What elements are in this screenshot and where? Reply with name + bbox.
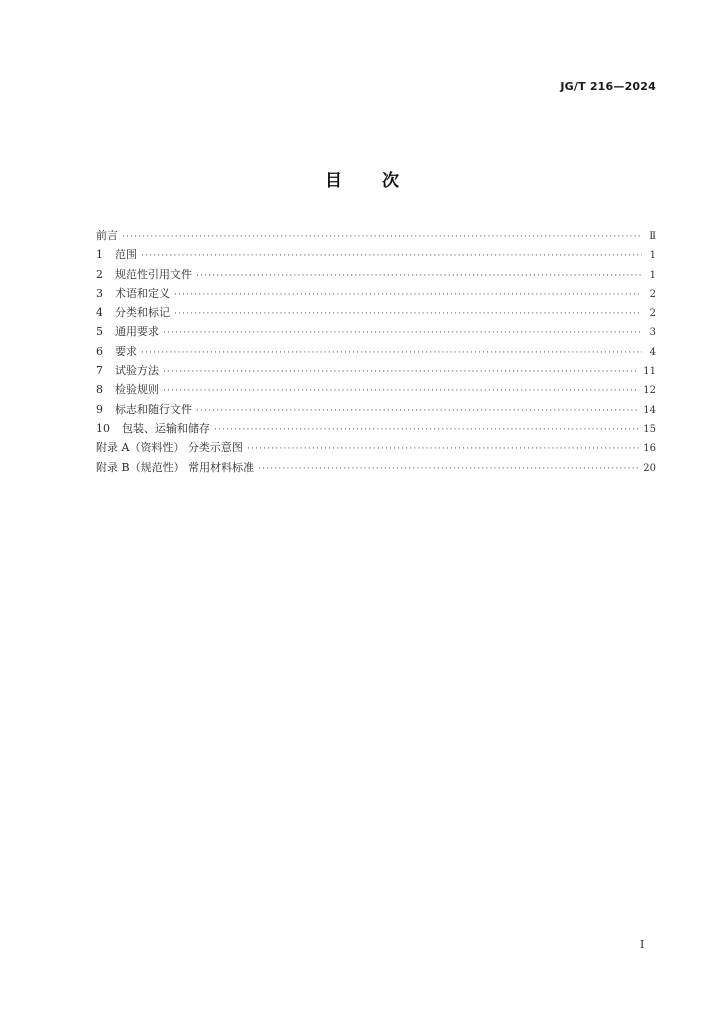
toc-entry-label: 附录 A（资料性） 分类示意图	[96, 441, 243, 455]
toc-leader-dots	[214, 421, 639, 440]
page-number: Ⅰ	[640, 938, 645, 951]
toc-entry-requirements[interactable]	[96, 342, 656, 361]
toc-entry-normative-references[interactable]	[96, 265, 656, 284]
toc-entry-label: 通用要求	[115, 325, 159, 339]
table-of-contents	[96, 226, 656, 477]
toc-entry-label: 附录 B（规范性） 常用材料标准	[96, 460, 255, 474]
toc-entry-annex-a[interactable]	[96, 438, 656, 457]
toc-entry-number: 6	[96, 344, 103, 358]
toc-entry-number: 5	[96, 325, 103, 339]
toc-entry-number: 9	[96, 402, 103, 416]
toc-entry-marking-documents[interactable]	[96, 400, 656, 419]
toc-entry-number: 7	[96, 364, 103, 378]
toc-entry-page: 20	[643, 462, 656, 474]
toc-entry-page: 16	[643, 443, 656, 455]
toc-entry-label: 要求	[115, 344, 137, 358]
toc-entry-page: 1	[649, 269, 656, 281]
toc-entry-number: 3	[96, 286, 103, 300]
toc-entry-number: 4	[96, 306, 103, 320]
toc-entry-number: 8	[96, 383, 103, 397]
title-char-1: 目	[325, 171, 342, 191]
toc-leader-dots	[196, 402, 639, 421]
title-char-2: 次	[382, 171, 399, 191]
toc-entry-annex-b[interactable]	[96, 458, 656, 477]
toc-entry-label: 规范性引用文件	[115, 267, 192, 281]
toc-leader-dots	[163, 363, 639, 382]
toc-entry-number: 10	[96, 421, 110, 435]
toc-leader-dots	[122, 228, 642, 247]
toc-entry-page: 4	[649, 346, 656, 358]
toc-entry-foreword[interactable]	[96, 226, 656, 245]
toc-entry-page: 12	[643, 385, 656, 397]
toc-entry-label: 范围	[115, 248, 137, 262]
toc-entry-test-methods[interactable]	[96, 361, 656, 380]
toc-leader-dots	[141, 247, 642, 266]
toc-entry-number: 2	[96, 267, 103, 281]
toc-entry-label: 包装、运输和储存	[122, 421, 210, 435]
toc-entry-inspection-rules[interactable]	[96, 380, 656, 399]
toc-leader-dots	[258, 460, 639, 479]
toc-entry-label: 试验方法	[115, 364, 159, 378]
toc-leader-dots	[163, 382, 639, 401]
toc-entry-terms-definitions[interactable]	[96, 284, 656, 303]
toc-entry-general-requirements[interactable]	[96, 322, 656, 341]
standard-code: JG/T 216—2024	[560, 80, 656, 93]
toc-entry-label: 标志和随行文件	[115, 402, 192, 416]
toc-entry-page: 2	[649, 288, 656, 300]
toc-leader-dots	[163, 324, 642, 343]
toc-entry-page: 14	[643, 404, 656, 416]
toc-leader-dots	[196, 267, 642, 286]
toc-leader-dots	[247, 440, 639, 459]
toc-leader-dots	[174, 305, 642, 324]
toc-entry-page: 15	[643, 423, 656, 435]
toc-entry-classification-marking[interactable]	[96, 303, 656, 322]
toc-entry-number: 1	[96, 248, 103, 262]
toc-leader-dots	[141, 344, 642, 363]
page-title	[0, 166, 724, 191]
toc-entry-scope[interactable]	[96, 245, 656, 264]
toc-entry-page: 11	[643, 366, 656, 378]
toc-entry-page: Ⅱ	[649, 231, 656, 242]
toc-entry-label: 术语和定义	[115, 286, 170, 300]
toc-entry-page: 2	[649, 308, 656, 320]
toc-entry-page: 3	[649, 327, 656, 339]
toc-entry-label: 前言	[96, 229, 118, 242]
toc-entry-packaging-transport-storage[interactable]	[96, 419, 656, 438]
toc-entry-label: 分类和标记	[115, 306, 170, 320]
toc-entry-label: 检验规则	[115, 383, 159, 397]
toc-leader-dots	[174, 286, 642, 305]
toc-entry-page: 1	[649, 250, 656, 262]
